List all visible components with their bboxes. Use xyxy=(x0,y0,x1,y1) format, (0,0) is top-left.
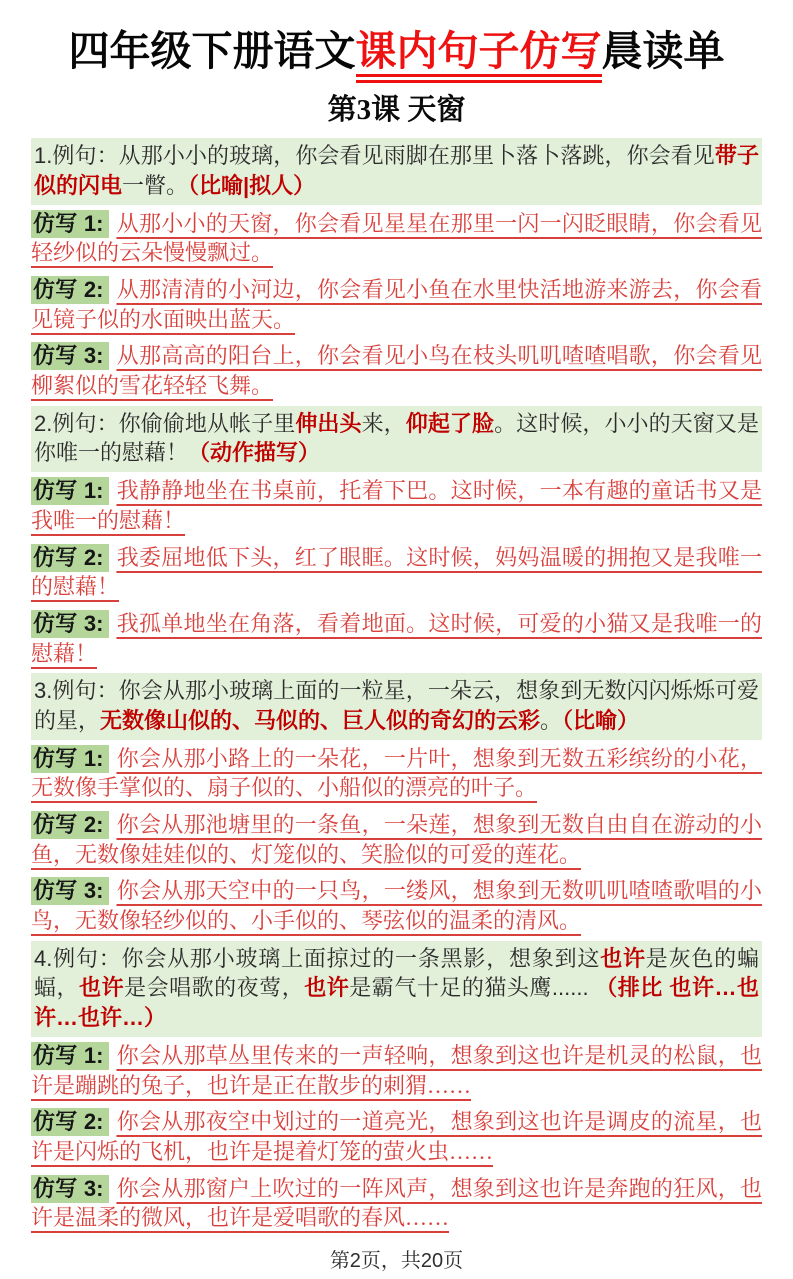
imitation-row xyxy=(31,808,762,872)
highlight-segment: 仰起了脸 xyxy=(405,410,495,436)
imitation-row xyxy=(31,207,762,271)
technique-note: （排比 也许…也许…也许…） xyxy=(34,975,759,1031)
imitation-text: 从那小小的天窗，你会看见星星在那里一闪一闪眨眼睛，你会看见轻纱似的云朵慢慢飘过。 xyxy=(31,210,762,266)
worksheet-body xyxy=(31,138,762,1238)
imitation-label: 仿写 2: xyxy=(31,1108,109,1136)
text-segment: 2.例句：你偷偷地从帐子里 xyxy=(34,410,296,436)
imitation-text: 你会从那窗户上吹过的一阵风声，想象到这也许是奔跑的狂风，也许是温柔的微风，也许是爱唱歌的春风…… xyxy=(31,1175,762,1231)
highlight-segment: 也许 xyxy=(304,975,350,1001)
imitation-text: 你会从那池塘里的一条鱼，一朵莲，想象到无数自由自在游动的小鱼，无数像娃娃似的、灯笼似的、笑脸似的可爱的莲花。 xyxy=(31,812,762,867)
imitation-label: 仿写 2: xyxy=(31,276,109,304)
exercise-section-1 xyxy=(31,138,762,404)
exercise-section-3 xyxy=(31,673,762,939)
imitation-text: 我委屈地低下头，红了眼眶。这时候，妈妈温暖的拥抱又是我唯一的慰藉！ xyxy=(31,544,762,600)
highlight-segment: 带子似的闪电 xyxy=(34,143,759,198)
highlight-segment: 也许 xyxy=(79,975,125,1001)
imitation-row xyxy=(31,273,762,337)
imitation-label: 仿写 1: xyxy=(31,1042,109,1070)
exercise-section-4 xyxy=(31,941,762,1236)
title-highlight: 课内句子仿写 xyxy=(356,28,602,83)
title-suffix: 晨读单 xyxy=(601,28,725,74)
text-segment: 。 xyxy=(540,707,563,733)
imitation-text: 你会从那天空中的一只鸟，一缕风，想象到无数叽叽喳喳歌唱的小鸟，无数像轻纱似的、小手似的、琴弦似的温柔的清风。 xyxy=(31,878,762,934)
imitation-label: 仿写 1: xyxy=(31,477,109,505)
text-segment: 1.例句：从那小小的玻璃，你会看见雨脚在那里卜落卜落跳，你会看见 xyxy=(34,143,715,169)
page-title xyxy=(31,26,762,77)
text-segment: 是霸气十足的猫头鹰...... xyxy=(349,975,596,1001)
imitation-text: 我静静地坐在书桌前，托着下巴。这时候，一本有趣的童话书又是我唯一的慰藉！ xyxy=(31,478,762,533)
imitation-text: 你会从那草丛里传来的一声轻响，想象到这也许是机灵的松鼠，也许是蹦跳的兔子，也许是正在散步的刺猬…… xyxy=(31,1042,762,1098)
imitation-row xyxy=(31,1039,762,1103)
text-segment: 来， xyxy=(361,410,406,436)
text-segment: 4.例句：你会从那小玻璃上面掠过的一条黑影，想象到这 xyxy=(34,945,601,971)
imitation-row xyxy=(31,474,762,538)
text-segment: 3.例句：你会从那小玻璃上面的一粒星，一朵云，想象到无数闪闪烁烁可爱的星， xyxy=(34,678,759,733)
imitation-text: 从那清清的小河边，你会看见小鱼在水里快活地游来游去，你会看见镜子似的水面映出蓝天。 xyxy=(31,277,762,332)
imitation-label: 仿写 3: xyxy=(31,877,109,905)
example-sentence-1 xyxy=(31,138,762,204)
technique-note: （动作描写） xyxy=(188,440,321,466)
imitation-row xyxy=(31,339,762,403)
imitation-text: 你会从那夜空中划过的一道亮光，想象到这也许是调皮的流星，也许是闪烁的飞机，也许是提着灯笼的萤火虫…… xyxy=(31,1109,762,1164)
imitation-row xyxy=(31,874,762,938)
imitation-label: 仿写 3: xyxy=(31,610,109,638)
imitation-text: 我孤单地坐在角落，看着地面。这时候，可爱的小猫又是我唯一的慰藉！ xyxy=(31,610,762,666)
page-footer xyxy=(31,1238,762,1279)
example-sentence-3 xyxy=(31,673,762,739)
page-indicator: 第2页，共20页 xyxy=(329,1249,464,1272)
imitation-label: 仿写 3: xyxy=(31,1175,109,1203)
imitation-row xyxy=(31,1105,762,1169)
title-prefix: 四年级下册语文 xyxy=(68,28,356,74)
technique-note: （比喻） xyxy=(562,707,640,733)
highlight-segment: 也许 xyxy=(600,945,646,971)
imitation-text: 从那高高的阳台上，你会看见小鸟在枝头叽叽喳喳唱歌，你会看见柳絮似的雪花轻轻飞舞。 xyxy=(31,343,762,399)
highlight-segment: 伸出头 xyxy=(295,410,362,436)
example-sentence-4 xyxy=(31,941,762,1037)
imitation-label: 仿写 1: xyxy=(31,210,109,238)
imitation-label: 仿写 2: xyxy=(31,544,109,572)
text-segment: 是灰色的蝙蝠， xyxy=(34,945,759,1001)
text-segment: 一瞥。 xyxy=(122,172,189,198)
example-sentence-2 xyxy=(31,406,762,472)
imitation-row xyxy=(31,742,762,806)
highlight-segment: 无数像山似的、马似的、巨人似的奇幻的云彩 xyxy=(100,707,541,733)
exercise-section-2 xyxy=(31,406,762,672)
imitation-label: 仿写 2: xyxy=(31,811,109,839)
imitation-label: 仿写 1: xyxy=(31,745,109,773)
imitation-row xyxy=(31,607,762,671)
technique-note: （比喻|拟人） xyxy=(188,172,316,198)
imitation-row xyxy=(31,1172,762,1236)
text-segment: 是会唱歌的夜莺， xyxy=(124,975,305,1001)
lesson-title: 第3课 天窗 xyxy=(327,94,466,127)
imitation-label: 仿写 3: xyxy=(31,342,109,370)
imitation-text: 你会从那小路上的一朵花，一片叶，想象到无数五彩缤纷的小花，无数像手掌似的、扇子似的、小船似的漂亮的叶子。 xyxy=(31,745,762,801)
imitation-row xyxy=(31,541,762,605)
text-segment: 。这时候，小小的天窗又是你唯一的慰藉！ xyxy=(34,410,759,466)
